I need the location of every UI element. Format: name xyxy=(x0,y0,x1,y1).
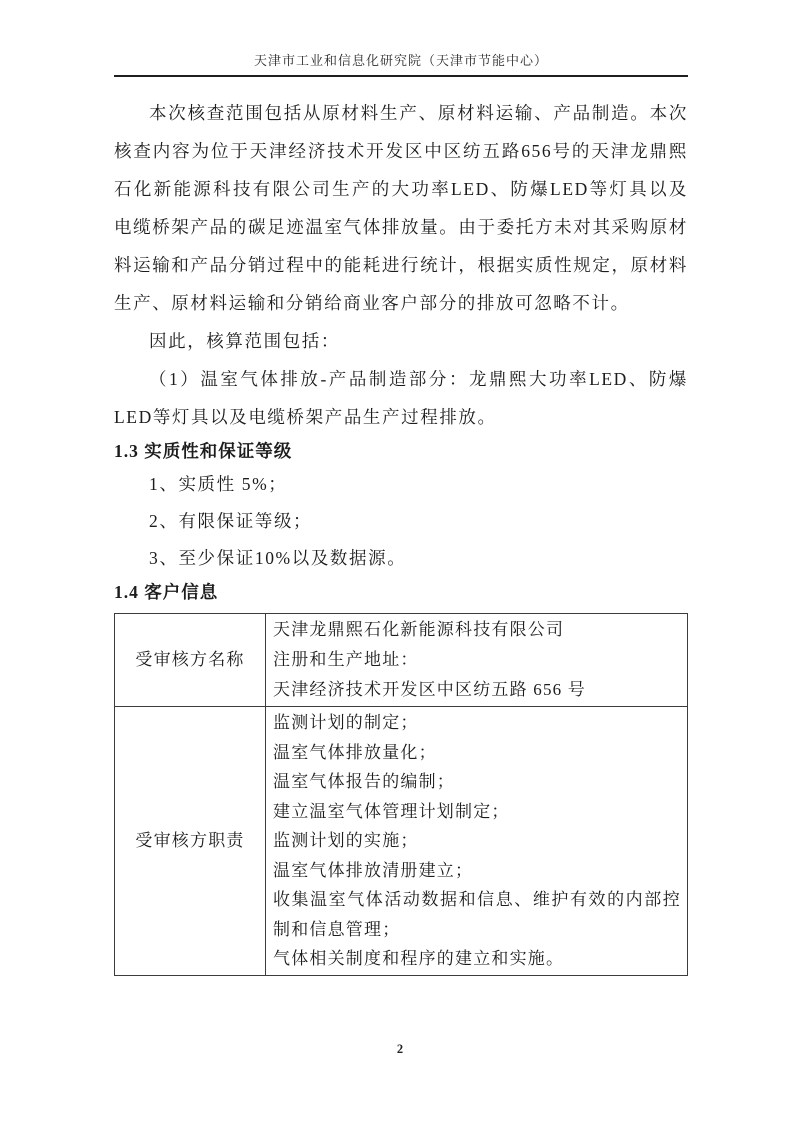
table-cell-line: 天津经济技术开发区中区纺五路 656 号 xyxy=(273,680,586,699)
table-cell-line: 温室气体报告的编制； xyxy=(273,772,455,791)
running-header-title: 天津市工业和信息化研究院（天津市节能中心） xyxy=(253,53,548,68)
materiality-item-1: 1、实质性 5%； xyxy=(149,474,288,494)
table-cell-line: 气体相关制度和程序的建立和实施。 xyxy=(273,949,565,968)
section-1-3-heading: 1.3 实质性和保证等级 xyxy=(114,441,293,461)
page-number-value: 2 xyxy=(396,1042,404,1056)
auditee-duties-label: 受审核方职责 xyxy=(115,707,266,976)
paragraph-verification-scope: 本次核查范围包括从原材料生产、原材料运输、产品制造。本次核查内容为位于天津经济技术开发区中区纺五路656号的天津龙鼎熙石化新能源科技有限公司生产的大功率LED、防爆LED等灯具以及电缆桥架产品的碳足迹温室气体排放量。由于委托方未对其采购原材料运输和产品分销过程中的能耗进行统计，根据实质性规定，原材料生产、原材料运输和分销给商业客户部分的排放可忽略不计。 xyxy=(114,103,688,313)
paragraph-accounting-scope-item: （1）温室气体排放-产品制造部分：龙鼎熙大功率LED、防爆LED等灯具以及电缆桥架产品生产过程排放。 xyxy=(114,369,688,427)
table-cell-line: 温室气体排放清册建立； xyxy=(273,860,474,880)
client-info-table xyxy=(114,613,688,976)
table-cell-line: 监测计划的制定； xyxy=(273,713,419,732)
auditee-duties-value xyxy=(266,707,688,976)
page-number xyxy=(0,1042,800,1057)
auditee-name-label: 受审核方名称 xyxy=(115,614,266,707)
materiality-item-3: 3、至少保证10%以及数据源。 xyxy=(149,548,407,568)
table-cell-line: 建立温室气体管理计划制定； xyxy=(273,801,510,821)
table-cell-line: 注册和生产地址： xyxy=(273,650,419,669)
table-cell-line: 监测计划的实施； xyxy=(273,831,419,850)
running-header xyxy=(114,50,688,77)
document-body xyxy=(114,94,688,976)
paragraph-therefore: 因此，核算范围包括： xyxy=(149,331,340,351)
section-1-4-heading: 1.4 客户信息 xyxy=(114,582,219,602)
table-row-auditee-duties xyxy=(115,707,688,976)
table-cell-line: 天津龙鼎熙石化新能源科技有限公司 xyxy=(273,620,565,639)
materiality-item-2: 2、有限保证等级； xyxy=(149,511,313,531)
table-row-auditee-name xyxy=(115,614,688,707)
table-cell-line: 收集温室气体活动数据和信息、维护有效的内部控制和信息管理； xyxy=(273,890,681,939)
auditee-name-value xyxy=(266,614,688,707)
table-cell-line: 温室气体排放量化； xyxy=(273,742,437,762)
